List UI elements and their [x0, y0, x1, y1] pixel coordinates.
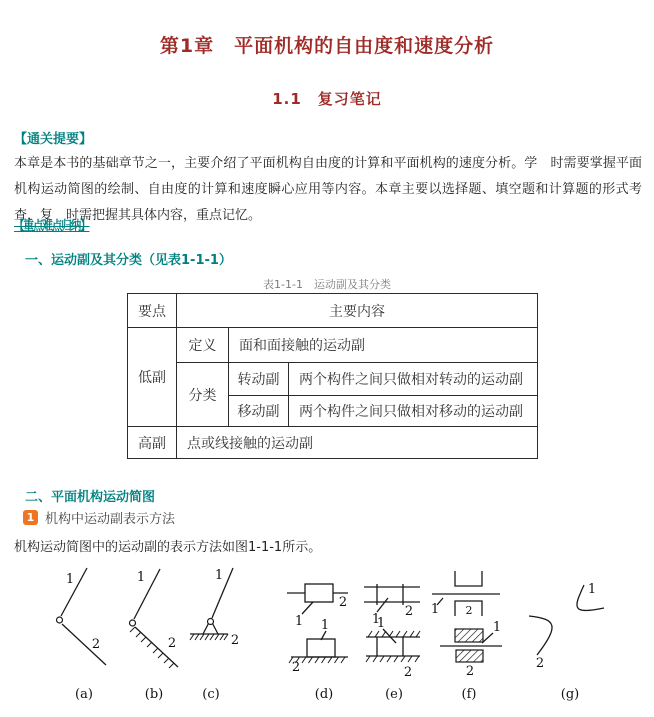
heading-joint-classification: 一、运动副及其分类（见表1-1-1）: [25, 253, 232, 268]
table-row: [128, 427, 538, 459]
link-1-label: 1: [371, 612, 381, 627]
label-e: (e): [385, 687, 403, 702]
cell-prismatic-label: 移动副: [229, 396, 289, 427]
link-2-label: 2: [91, 637, 101, 652]
diagram-e-prismatic-guide: [364, 584, 420, 680]
cell-classification-label: 分类: [177, 363, 229, 427]
link-2-label: 2: [403, 665, 413, 680]
diagram-c-revolute-frame: [190, 568, 239, 648]
link-1-label: 1: [430, 602, 440, 617]
link-2-label: 2: [535, 656, 545, 671]
link-2-label: 2: [167, 636, 177, 651]
label-f: (f): [461, 687, 477, 702]
link-2-label: 2: [465, 604, 473, 617]
figure-letter-labels: [75, 687, 579, 702]
item-title: 机构中运动副表示方法: [45, 512, 176, 527]
diagram-d-prismatic-block: [287, 584, 348, 675]
cell-prismatic-value: 两个构件之间只做相对移动的运动副: [289, 396, 538, 427]
link-2-label: 2: [230, 633, 240, 648]
link-2-label: 2: [291, 660, 301, 675]
struck-heading: 【重点难点归纳】: [14, 219, 90, 234]
cell-low-pair: 低副: [128, 328, 177, 427]
figure-1-1-1-joint-symbols: [0, 555, 654, 717]
link-1-label: 1: [65, 572, 75, 587]
cell-definition-label: 定义: [177, 328, 229, 363]
link-2-label: 2: [338, 595, 348, 610]
diagram-g-higher-pair: [529, 582, 604, 671]
link-1-label: 1: [492, 620, 502, 635]
label-a: (a): [75, 687, 93, 702]
cell-high-pair-value: 点或线接触的运动副: [177, 427, 538, 459]
cell-revolute-value: 两个构件之间只做相对转动的运动副: [289, 363, 538, 396]
table-row: [128, 328, 538, 363]
numbered-item: [23, 508, 175, 527]
label-c: (c): [202, 687, 220, 702]
link-1-label: 1: [320, 618, 330, 633]
cell-revolute-label: 转动副: [229, 363, 289, 396]
link-1-label: 1: [214, 568, 224, 583]
heading-kinematic-diagram: 二、平面机构运动简图: [25, 490, 156, 505]
cell-high-pair: 高副: [128, 427, 177, 459]
link-2-label: 2: [465, 664, 475, 679]
table-header-row: [128, 294, 538, 328]
overview-header: 【通关提要】: [14, 132, 93, 147]
link-1-label: 1: [376, 616, 386, 631]
diagram-f-prismatic-channel: [431, 571, 502, 679]
chapter-title: 第1章 平面机构的自由度和速度分析: [159, 35, 495, 57]
joint-classification-table: [127, 293, 538, 459]
link-1-label: 1: [294, 614, 304, 629]
label-d: (d): [314, 687, 334, 702]
cell-definition-value: 面和面接触的运动副: [229, 328, 538, 363]
label-g: (g): [560, 687, 580, 702]
table-row: [128, 363, 538, 396]
header-cell-main-content: 主要内容: [177, 294, 538, 328]
header-cell-keypoints: 要点: [128, 294, 177, 328]
orange-number-badge: 1: [23, 510, 38, 525]
link-1-label: 1: [587, 582, 597, 597]
link-2-label: 2: [404, 604, 414, 619]
diagram-a-revolute-joint: [57, 568, 107, 665]
table-caption: 表1-1-1 运动副及其分类: [263, 278, 391, 291]
figure-intro-text: 机构运动简图中的运动副的表示方法如图1-1-1所示。: [14, 540, 322, 555]
section-title: 1.1 复习笔记: [272, 90, 382, 108]
label-b: (b): [144, 687, 164, 702]
overview-paragraph: 本章是本书的基础章节之一，主要介绍了平面机构自由度的计算和平面机构的速度分析。学 时需要掌握平面机构运动简图的绘制、自由度的计算和速度瞬心应用等内容。本章主要以选择题、填空题和计算题的形式考查，复 时需把握其具体内容，重点记忆。: [14, 156, 642, 223]
diagram-b-revolute-fixed-link: [130, 569, 179, 668]
link-1-label: 1: [136, 570, 146, 585]
